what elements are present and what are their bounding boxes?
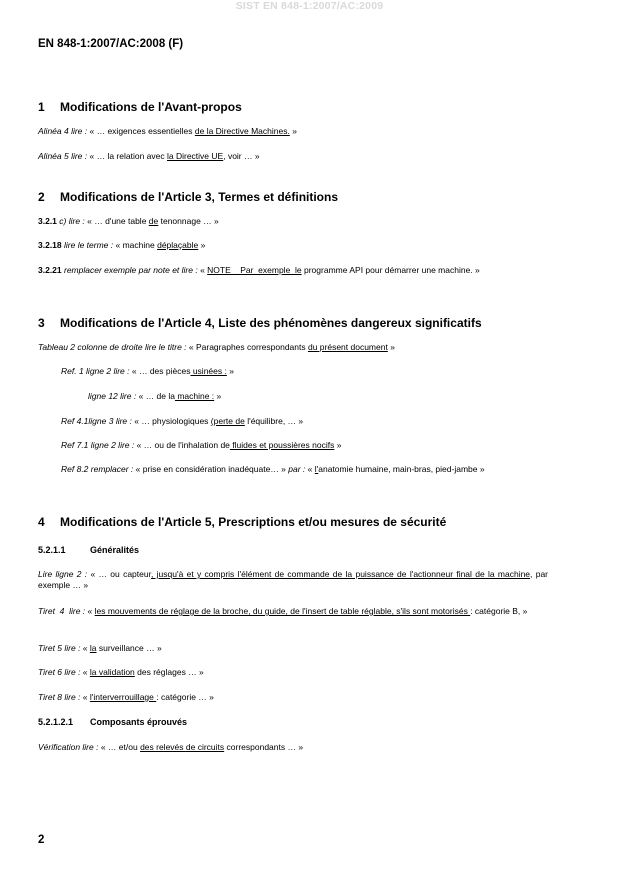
underlined-text: , jusqu'à et y compris l'élément de commande de la puissance de l'actionneur final de la machine — [150, 569, 531, 579]
text: « … la relation avec — [87, 151, 167, 161]
underlined-text: les mouvements de réglage de la broche, du guide, de l'insert de table réglable, s'ils sont motorisés — [94, 606, 471, 616]
instruction: Alinéa 5 lire : — [38, 151, 88, 161]
instruction: remplacer exemple par note et lire : — [61, 265, 198, 275]
text: « … ou capteur — [87, 569, 151, 579]
text: » — [214, 391, 222, 401]
section-1-heading — [38, 100, 242, 114]
underlined-text: du présent document — [307, 342, 388, 352]
paragraph — [38, 265, 548, 276]
underlined-text: la validation — [89, 667, 135, 677]
paragraph — [38, 151, 548, 162]
instruction: Ref. 1 ligne 2 lire : — [61, 366, 130, 376]
text: « … ou de l'inhalation de — [134, 440, 230, 450]
text: « prise en considération inadéquate… » — [133, 464, 289, 474]
underlined-text: la — [89, 643, 97, 653]
text: » — [226, 366, 234, 376]
text: l'équilibre, … » — [244, 416, 304, 426]
subsection-heading — [38, 545, 139, 555]
clause-ref: 3.2.18 — [38, 240, 62, 250]
instruction: Tiret 5 lire : — [38, 643, 81, 653]
underlined-text: usinées : — [190, 366, 227, 376]
underlined-text: fluides et poussières nocifs — [229, 440, 335, 450]
text: « Paragraphes correspondants — [186, 342, 308, 352]
instruction: Tableau 2 colonne de droite lire le titre : — [38, 342, 187, 352]
section-title: Modifications de l'Article 5, Prescriptions et/ou mesures de sécurité — [60, 515, 447, 529]
section-number: 2 — [38, 190, 45, 204]
section-number: 4 — [38, 515, 45, 529]
paragraph — [38, 240, 548, 251]
text: : catégorie B, » — [470, 606, 528, 616]
text: « … d'une table — [84, 216, 149, 226]
subsection-number: 5.2.1.1 — [38, 545, 66, 555]
text: « … et/ou — [98, 742, 141, 752]
section-2-heading — [38, 190, 338, 204]
underlined-text: l'interverrouillage — [89, 692, 157, 702]
text: anatomie humaine, main-bras, pied-jambe » — [318, 464, 485, 474]
underlined-text: NOTE Par exemple le — [207, 265, 302, 275]
text: surveillance … » — [96, 643, 162, 653]
section-title: Modifications de l'Avant-propos — [60, 100, 242, 114]
subsection-number: 5.2.1.2.1 — [38, 717, 74, 727]
text: « machine — [113, 240, 158, 250]
document-header: EN 848-1:2007/AC:2008 (F) — [38, 38, 184, 50]
underlined-text: de la Directive Machines. — [194, 126, 290, 136]
paragraph — [88, 391, 548, 402]
instruction: Tiret 8 lire : — [38, 692, 81, 702]
paragraph — [38, 126, 548, 137]
text: « — [80, 692, 90, 702]
text: « — [80, 667, 90, 677]
underlined-text: l' — [314, 464, 319, 474]
paragraph — [38, 692, 548, 703]
paragraph — [38, 606, 548, 617]
section-number: 3 — [38, 316, 45, 330]
paragraph — [61, 440, 548, 451]
underlined-text: machine : — [174, 391, 215, 401]
instruction: Ref 7.1 ligne 2 lire : — [61, 440, 135, 450]
paragraph — [38, 643, 548, 654]
section-title: Modifications de l'Article 4, Liste des phénomènes dangereux significatifs — [60, 316, 482, 330]
paragraph — [61, 366, 548, 377]
text: « — [197, 265, 208, 275]
section-number: 1 — [38, 100, 45, 114]
instruction: Vérification lire : — [38, 742, 99, 752]
text: « — [305, 464, 315, 474]
underlined-text: des relevés de circuits — [140, 742, 225, 752]
text: « … exigences essentielles — [87, 126, 195, 136]
instruction: Ref 4.1ligne 3 lire : — [61, 416, 132, 426]
subsection-heading — [38, 717, 187, 727]
text: : catégorie … » — [156, 692, 214, 702]
instruction: Lire ligne 2 : — [38, 569, 88, 579]
paragraph — [61, 416, 548, 427]
subsection-title: Généralités — [90, 545, 140, 555]
text: « … des pièces — [129, 366, 191, 376]
instruction: Ref 8.2 remplacer : — [61, 464, 134, 474]
paragraph — [38, 742, 548, 753]
paragraph — [38, 569, 548, 591]
clause-ref: 3.2.21 — [38, 265, 62, 275]
section-3-heading — [38, 316, 482, 330]
text: « — [80, 643, 90, 653]
clause-ref: 3.2.1 — [38, 216, 57, 226]
underlined-text: la Directive UE — [167, 151, 224, 161]
underlined-text: de — [148, 216, 159, 226]
subsection-title: Composants éprouvés — [90, 717, 188, 727]
paragraph — [38, 342, 548, 353]
underlined-text: déplaçable — [157, 240, 199, 250]
text: tenonnage … » — [158, 216, 219, 226]
paragraph — [61, 464, 548, 475]
text: « … de la — [136, 391, 175, 401]
paragraph — [38, 216, 548, 227]
section-4-heading — [38, 515, 446, 529]
underlined-text: (perte de — [210, 416, 245, 426]
instruction: ligne 12 lire : — [88, 391, 137, 401]
text: » — [387, 342, 395, 352]
text: » — [198, 240, 206, 250]
text: , voir … » — [223, 151, 260, 161]
text: » — [289, 126, 297, 136]
text: « — [85, 606, 95, 616]
instruction: Tiret 6 lire : — [38, 667, 81, 677]
text: « … physiologiques — [131, 416, 211, 426]
section-title: Modifications de l'Article 3, Termes et définitions — [60, 190, 339, 204]
text: programme API pour démarrer une machine. » — [301, 265, 480, 275]
instruction: Tiret 4 lire : — [38, 606, 86, 616]
text: » — [334, 440, 342, 450]
instruction: c) lire : — [56, 216, 85, 226]
text: des réglages … » — [134, 667, 204, 677]
watermark: SIST EN 848-1:2007/AC:2009 — [235, 0, 384, 12]
text: , par exemple … » — [38, 569, 549, 590]
instruction: par : — [288, 464, 306, 474]
instruction: Alinéa 4 lire : — [38, 126, 88, 136]
paragraph — [38, 667, 548, 678]
text: correspondants … » — [224, 742, 304, 752]
page-number: 2 — [38, 834, 45, 846]
instruction: lire le terme : — [61, 240, 114, 250]
